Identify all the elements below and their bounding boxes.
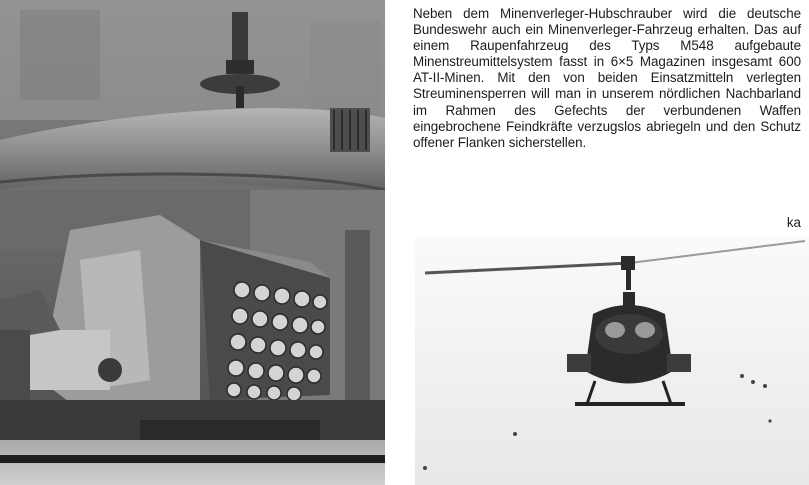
mine-dispenser-illustration bbox=[0, 0, 385, 485]
helicopter-illustration bbox=[415, 236, 809, 485]
helicopter-photo bbox=[415, 236, 809, 485]
article-paragraph: Neben dem Minenverleger-Hubschrauber wird die deutsche Bundeswehr auch ein Minenverleger-Fahrzeug erhalten. Das auf einem Raupenfahrzeug des Typs M548 aufgebaute Minenstreumittelsystem fasst in 6×5 Magazinen insgesamt 600 AT-II-Minen. Mit den von beiden Einsatzmitteln verlegten Streuminensperren will man in unserem nördlichen Nachbarland im Rahmen des Gefechts der verbundenen Waffen eingebrochene Feindkräfte verzugslos abriegeln und den Schutz offener Flanken sicherstellen. bbox=[413, 6, 801, 150]
article-body bbox=[413, 6, 801, 151]
mine-dispenser-photo bbox=[0, 0, 385, 485]
author-initials: ka bbox=[786, 215, 801, 230]
